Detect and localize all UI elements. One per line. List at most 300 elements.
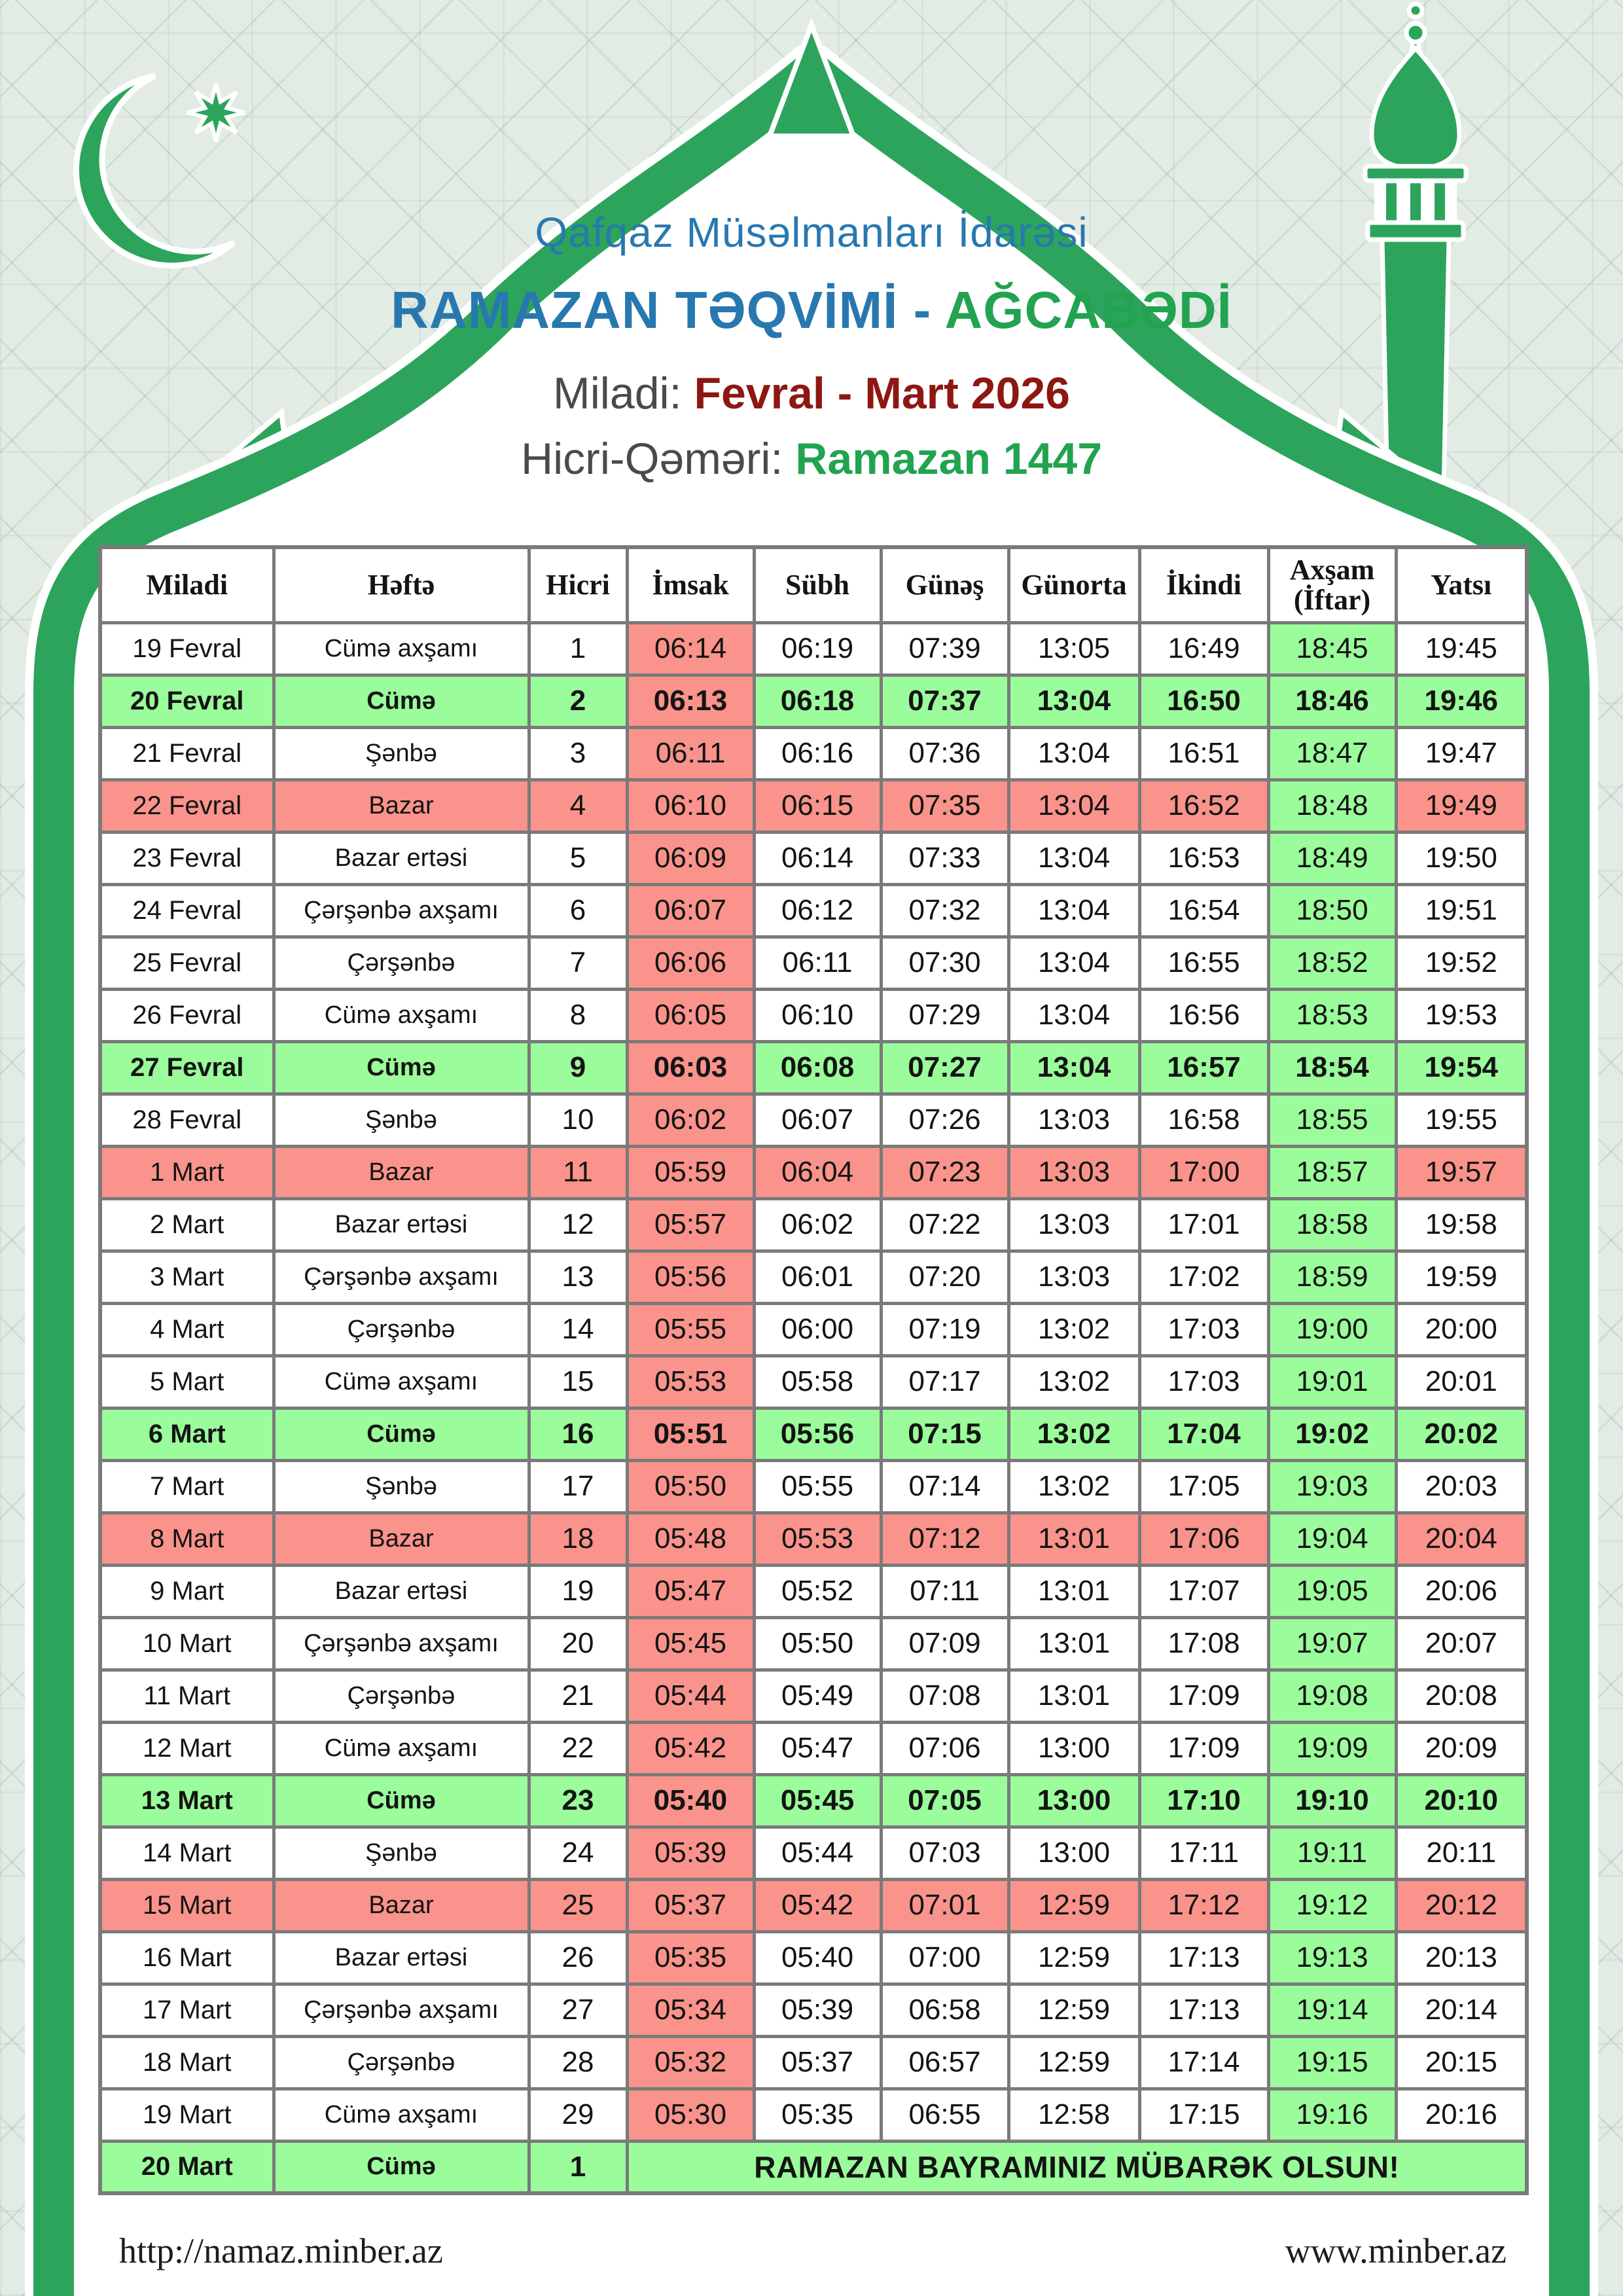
hicri-line [0, 433, 1623, 484]
time-cell: 07:33 [881, 832, 1008, 884]
time-cell: 13:04 [1008, 727, 1139, 780]
date-cell: 22 Fevral [100, 780, 274, 832]
prayer-times-table [98, 545, 1529, 2195]
date-cell: 7 Mart [100, 1460, 274, 1513]
hicri-cell: 4 [529, 780, 627, 832]
day-cell: Bazar ertəsi [274, 1931, 529, 1984]
time-cell: 06:04 [754, 1146, 881, 1198]
date-cell: 15 Mart [100, 1879, 274, 1931]
time-cell: 12:59 [1008, 2036, 1139, 2089]
time-cell: 13:00 [1008, 1722, 1139, 1774]
hicri-cell: 10 [529, 1094, 627, 1146]
time-cell: 16:57 [1139, 1041, 1268, 1094]
day-cell: Cümə axşamı [274, 2089, 529, 2141]
time-cell: 19:46 [1396, 675, 1527, 727]
time-cell: 16:55 [1139, 937, 1268, 989]
day-cell: Cümə [274, 1041, 529, 1094]
time-cell: 05:52 [754, 1565, 881, 1617]
time-cell: 16:52 [1139, 780, 1268, 832]
time-cell: 20:06 [1396, 1565, 1527, 1617]
date-cell: 1 Mart [100, 1146, 274, 1198]
time-cell: 20:01 [1396, 1355, 1527, 1408]
time-cell: 07:11 [881, 1565, 1008, 1617]
time-cell: 07:37 [881, 675, 1008, 727]
time-cell: 05:45 [754, 1774, 881, 1827]
time-cell: 19:53 [1396, 989, 1527, 1041]
time-cell: 06:02 [627, 1094, 754, 1146]
time-cell: 13:00 [1008, 1774, 1139, 1827]
time-cell: 06:07 [627, 884, 754, 937]
time-cell: 05:30 [627, 2089, 754, 2141]
time-cell: 19:03 [1268, 1460, 1396, 1513]
time-cell: 06:06 [627, 937, 754, 989]
date-cell: 20 Fevral [100, 675, 274, 727]
hicri-cell: 24 [529, 1827, 627, 1879]
day-cell: Cümə [274, 675, 529, 727]
hicri-cell: 11 [529, 1146, 627, 1198]
time-cell: 20:15 [1396, 2036, 1527, 2089]
table-row [100, 1303, 1527, 1355]
time-cell: 05:40 [627, 1774, 754, 1827]
time-cell: 07:19 [881, 1303, 1008, 1355]
time-cell: 07:12 [881, 1513, 1008, 1565]
time-cell: 19:52 [1396, 937, 1527, 989]
time-cell: 19:04 [1268, 1513, 1396, 1565]
table-row [100, 1198, 1527, 1251]
time-cell: 06:11 [627, 727, 754, 780]
hicri-cell: 21 [529, 1670, 627, 1722]
time-cell: 19:07 [1268, 1617, 1396, 1670]
time-cell: 18:52 [1268, 937, 1396, 989]
time-cell: 13:02 [1008, 1355, 1139, 1408]
date-cell: 24 Fevral [100, 884, 274, 937]
table-row [100, 1565, 1527, 1617]
date-cell: 12 Mart [100, 1722, 274, 1774]
time-cell: 20:10 [1396, 1774, 1527, 1827]
date-cell: 28 Fevral [100, 1094, 274, 1146]
day-cell: Bazar ertəsi [274, 1565, 529, 1617]
time-cell: 12:59 [1008, 1931, 1139, 1984]
time-cell: 20:00 [1396, 1303, 1527, 1355]
time-cell: 06:08 [754, 1041, 881, 1094]
day-cell: Cümə [274, 1408, 529, 1460]
time-cell: 17:15 [1139, 2089, 1268, 2141]
time-cell: 06:05 [627, 989, 754, 1041]
time-cell: 05:37 [754, 2036, 881, 2089]
miladi-value: Fevral - Mart 2026 [694, 368, 1070, 418]
column-header: Axşam (İftar) [1268, 547, 1396, 622]
time-cell: 07:09 [881, 1617, 1008, 1670]
time-cell: 19:15 [1268, 2036, 1396, 2089]
time-cell: 19:05 [1268, 1565, 1396, 1617]
time-cell: 06:18 [754, 675, 881, 727]
table-row [100, 1827, 1527, 1879]
time-cell: 13:01 [1008, 1617, 1139, 1670]
date-cell: 17 Mart [100, 1984, 274, 2036]
time-cell: 13:04 [1008, 989, 1139, 1041]
time-cell: 17:13 [1139, 1984, 1268, 2036]
time-cell: 19:13 [1268, 1931, 1396, 1984]
time-cell: 06:02 [754, 1198, 881, 1251]
hicri-cell: 16 [529, 1408, 627, 1460]
time-cell: 13:03 [1008, 1146, 1139, 1198]
hicri-cell: 9 [529, 1041, 627, 1094]
time-cell: 07:15 [881, 1408, 1008, 1460]
time-cell: 17:00 [1139, 1146, 1268, 1198]
time-cell: 20:04 [1396, 1513, 1527, 1565]
time-cell: 18:48 [1268, 780, 1396, 832]
time-cell: 07:22 [881, 1198, 1008, 1251]
time-cell: 06:10 [627, 780, 754, 832]
time-cell: 07:30 [881, 937, 1008, 989]
calendar-title-text: RAMAZAN TƏQVİMİ - [391, 281, 945, 339]
table-row [100, 2089, 1527, 2141]
time-cell: 05:47 [754, 1722, 881, 1774]
time-cell: 18:50 [1268, 884, 1396, 937]
time-cell: 13:04 [1008, 832, 1139, 884]
table-row [100, 2036, 1527, 2089]
hicri-cell: 25 [529, 1879, 627, 1931]
time-cell: 05:39 [627, 1827, 754, 1879]
time-cell: 07:35 [881, 780, 1008, 832]
time-cell: 05:35 [754, 2089, 881, 2141]
time-cell: 16:53 [1139, 832, 1268, 884]
time-cell: 05:37 [627, 1879, 754, 1931]
time-cell: 06:14 [754, 832, 881, 884]
calendar-title-city: AĞCABƏDİ [944, 281, 1232, 339]
date-cell: 27 Fevral [100, 1041, 274, 1094]
time-cell: 05:55 [754, 1460, 881, 1513]
time-cell: 06:09 [627, 832, 754, 884]
time-cell: 19:50 [1396, 832, 1527, 884]
time-cell: 13:04 [1008, 780, 1139, 832]
time-cell: 07:27 [881, 1041, 1008, 1094]
hicri-cell: 18 [529, 1513, 627, 1565]
table-row [100, 1513, 1527, 1565]
day-cell: Çərşənbə axşamı [274, 884, 529, 937]
day-cell: Çərşənbə axşamı [274, 1617, 529, 1670]
day-cell: Cümə axşamı [274, 1722, 529, 1774]
time-cell: 19:58 [1396, 1198, 1527, 1251]
hicri-cell: 15 [529, 1355, 627, 1408]
date-cell: 5 Mart [100, 1355, 274, 1408]
time-cell: 13:01 [1008, 1670, 1139, 1722]
table-row [100, 832, 1527, 884]
time-cell: 19:09 [1268, 1722, 1396, 1774]
miladi-line [0, 368, 1623, 419]
time-cell: 17:03 [1139, 1355, 1268, 1408]
time-cell: 07:20 [881, 1251, 1008, 1303]
day-cell: Çərşənbə [274, 1303, 529, 1355]
time-cell: 18:57 [1268, 1146, 1396, 1198]
time-cell: 05:59 [627, 1146, 754, 1198]
time-cell: 17:07 [1139, 1565, 1268, 1617]
column-header: Günorta [1008, 547, 1139, 622]
table-row [100, 675, 1527, 727]
time-cell: 06:58 [881, 1984, 1008, 2036]
time-cell: 05:50 [754, 1617, 881, 1670]
day-cell: Bazar [274, 1146, 529, 1198]
time-cell: 16:49 [1139, 622, 1268, 675]
time-cell: 18:49 [1268, 832, 1396, 884]
time-cell: 05:53 [627, 1355, 754, 1408]
time-cell: 18:59 [1268, 1251, 1396, 1303]
time-cell: 16:56 [1139, 989, 1268, 1041]
hicri-cell: 5 [529, 832, 627, 884]
date-cell: 26 Fevral [100, 989, 274, 1041]
time-cell: 17:05 [1139, 1460, 1268, 1513]
date-cell: 10 Mart [100, 1617, 274, 1670]
day-cell: Cümə [274, 2141, 529, 2193]
time-cell: 20:07 [1396, 1617, 1527, 1670]
hicri-cell: 28 [529, 2036, 627, 2089]
table-row [100, 727, 1527, 780]
table-header-row [100, 547, 1527, 622]
time-cell: 13:02 [1008, 1408, 1139, 1460]
time-cell: 05:55 [627, 1303, 754, 1355]
table-row [100, 622, 1527, 675]
time-cell: 07:14 [881, 1460, 1008, 1513]
footer-left-url: http://namaz.minber.az [119, 2231, 443, 2270]
time-cell: 19:49 [1396, 780, 1527, 832]
time-cell: 19:10 [1268, 1774, 1396, 1827]
date-cell: 2 Mart [100, 1198, 274, 1251]
time-cell: 13:01 [1008, 1513, 1139, 1565]
day-cell: Şənbə [274, 1827, 529, 1879]
time-cell: 07:39 [881, 622, 1008, 675]
column-header: Miladi [100, 547, 274, 622]
column-header: Günəş [881, 547, 1008, 622]
hicri-cell: 27 [529, 1984, 627, 2036]
day-cell: Cümə [274, 1774, 529, 1827]
hicri-value: Ramazan 1447 [795, 434, 1103, 484]
time-cell: 19:14 [1268, 1984, 1396, 2036]
table-row [100, 1774, 1527, 1827]
miladi-label: Miladi: [553, 368, 694, 418]
time-cell: 05:44 [754, 1827, 881, 1879]
time-cell: 13:02 [1008, 1460, 1139, 1513]
time-cell: 18:53 [1268, 989, 1396, 1041]
time-cell: 06:10 [754, 989, 881, 1041]
time-cell: 19:01 [1268, 1355, 1396, 1408]
table-row [100, 1041, 1527, 1094]
time-cell: 05:42 [627, 1722, 754, 1774]
time-cell: 18:54 [1268, 1041, 1396, 1094]
date-cell: 14 Mart [100, 1827, 274, 1879]
hicri-cell: 22 [529, 1722, 627, 1774]
date-cell: 8 Mart [100, 1513, 274, 1565]
time-cell: 13:04 [1008, 1041, 1139, 1094]
time-cell: 05:40 [754, 1931, 881, 1984]
date-cell: 16 Mart [100, 1931, 274, 1984]
time-cell: 06:16 [754, 727, 881, 780]
time-cell: 16:50 [1139, 675, 1268, 727]
time-cell: 13:01 [1008, 1565, 1139, 1617]
hicri-cell: 26 [529, 1931, 627, 1984]
day-cell: Çərşənbə [274, 1670, 529, 1722]
time-cell: 07:36 [881, 727, 1008, 780]
hicri-cell: 19 [529, 1565, 627, 1617]
time-cell: 19:08 [1268, 1670, 1396, 1722]
time-cell: 07:23 [881, 1146, 1008, 1198]
time-cell: 19:55 [1396, 1094, 1527, 1146]
time-cell: 06:13 [627, 675, 754, 727]
time-cell: 13:02 [1008, 1303, 1139, 1355]
time-cell: 13:05 [1008, 622, 1139, 675]
hicri-cell: 23 [529, 1774, 627, 1827]
time-cell: 13:04 [1008, 884, 1139, 937]
time-cell: 18:58 [1268, 1198, 1396, 1251]
time-cell: 13:03 [1008, 1251, 1139, 1303]
date-cell: 19 Fevral [100, 622, 274, 675]
time-cell: 06:14 [627, 622, 754, 675]
hicri-cell: 20 [529, 1617, 627, 1670]
time-cell: 12:58 [1008, 2089, 1139, 2141]
column-header: İmsak [627, 547, 754, 622]
time-cell: 18:47 [1268, 727, 1396, 780]
day-cell: Bazar ertəsi [274, 1198, 529, 1251]
time-cell: 20:08 [1396, 1670, 1527, 1722]
day-cell: Çərşənbə [274, 937, 529, 989]
day-cell: Bazar [274, 780, 529, 832]
date-cell: 23 Fevral [100, 832, 274, 884]
time-cell: 06:11 [754, 937, 881, 989]
table-row [100, 2141, 1527, 2193]
day-cell: Cümə axşamı [274, 989, 529, 1041]
time-cell: 07:03 [881, 1827, 1008, 1879]
time-cell: 20:14 [1396, 1984, 1527, 2036]
hicri-cell: 8 [529, 989, 627, 1041]
time-cell: 20:12 [1396, 1879, 1527, 1931]
hicri-cell: 13 [529, 1251, 627, 1303]
time-cell: 20:16 [1396, 2089, 1527, 2141]
time-cell: 19:12 [1268, 1879, 1396, 1931]
time-cell: 19:57 [1396, 1146, 1527, 1198]
column-header: Həftə [274, 547, 529, 622]
time-cell: 05:42 [754, 1879, 881, 1931]
table-row [100, 937, 1527, 989]
table-row [100, 1931, 1527, 1984]
day-cell: Bazar [274, 1513, 529, 1565]
time-cell: 06:19 [754, 622, 881, 675]
table-row [100, 1094, 1527, 1146]
date-cell: 18 Mart [100, 2036, 274, 2089]
day-cell: Şənbə [274, 1460, 529, 1513]
hicri-cell: 7 [529, 937, 627, 989]
time-cell: 05:57 [627, 1198, 754, 1251]
time-cell: 05:49 [754, 1670, 881, 1722]
message-cell: RAMAZAN BAYRAMINIZ MÜBARƏK OLSUN! [627, 2141, 1527, 2193]
time-cell: 17:10 [1139, 1774, 1268, 1827]
table-row [100, 1355, 1527, 1408]
day-cell: Cümə axşamı [274, 622, 529, 675]
time-cell: 17:08 [1139, 1617, 1268, 1670]
time-cell: 07:01 [881, 1879, 1008, 1931]
day-cell: Cümə axşamı [274, 1355, 529, 1408]
time-cell: 06:15 [754, 780, 881, 832]
time-cell: 05:58 [754, 1355, 881, 1408]
time-cell: 17:09 [1139, 1670, 1268, 1722]
day-cell: Bazar [274, 1879, 529, 1931]
time-cell: 16:58 [1139, 1094, 1268, 1146]
time-cell: 17:02 [1139, 1251, 1268, 1303]
time-cell: 05:53 [754, 1513, 881, 1565]
time-cell: 19:16 [1268, 2089, 1396, 2141]
table-row [100, 989, 1527, 1041]
time-cell: 05:34 [627, 1984, 754, 2036]
time-cell: 06:07 [754, 1094, 881, 1146]
date-cell: 21 Fevral [100, 727, 274, 780]
table-row [100, 1408, 1527, 1460]
table-row [100, 1722, 1527, 1774]
table-row [100, 1251, 1527, 1303]
date-cell: 6 Mart [100, 1408, 274, 1460]
day-cell: Çərşənbə [274, 2036, 529, 2089]
time-cell: 19:51 [1396, 884, 1527, 937]
day-cell: Çərşənbə axşamı [274, 1984, 529, 2036]
time-cell: 19:59 [1396, 1251, 1527, 1303]
time-cell: 07:26 [881, 1094, 1008, 1146]
hicri-cell: 6 [529, 884, 627, 937]
time-cell: 20:09 [1396, 1722, 1527, 1774]
time-cell: 06:01 [754, 1251, 881, 1303]
time-cell: 16:54 [1139, 884, 1268, 937]
time-cell: 19:54 [1396, 1041, 1527, 1094]
time-cell: 05:48 [627, 1513, 754, 1565]
time-cell: 17:13 [1139, 1931, 1268, 1984]
hicri-cell: 2 [529, 675, 627, 727]
time-cell: 18:46 [1268, 675, 1396, 727]
time-cell: 19:45 [1396, 622, 1527, 675]
time-cell: 05:51 [627, 1408, 754, 1460]
footer-right-url: www.minber.az [1285, 2231, 1507, 2270]
time-cell: 06:03 [627, 1041, 754, 1094]
time-cell: 06:55 [881, 2089, 1008, 2141]
time-cell: 06:12 [754, 884, 881, 937]
time-cell: 06:57 [881, 2036, 1008, 2089]
date-cell: 19 Mart [100, 2089, 274, 2141]
date-cell: 25 Fevral [100, 937, 274, 989]
table-row [100, 884, 1527, 937]
time-cell: 07:29 [881, 989, 1008, 1041]
date-cell: 9 Mart [100, 1565, 274, 1617]
time-cell: 17:09 [1139, 1722, 1268, 1774]
hicri-cell: 14 [529, 1303, 627, 1355]
hicri-label: Hicri-Qəməri: [520, 434, 796, 484]
time-cell: 07:00 [881, 1931, 1008, 1984]
organization-title: Qafqaz Müsəlmanları İdarəsi [535, 209, 1088, 256]
time-cell: 06:00 [754, 1303, 881, 1355]
table-row [100, 780, 1527, 832]
table-row [100, 1984, 1527, 2036]
time-cell: 05:50 [627, 1460, 754, 1513]
day-cell: Şənbə [274, 1094, 529, 1146]
time-cell: 17:11 [1139, 1827, 1268, 1879]
time-cell: 07:17 [881, 1355, 1008, 1408]
time-cell: 13:04 [1008, 675, 1139, 727]
time-cell: 13:03 [1008, 1094, 1139, 1146]
time-cell: 05:32 [627, 2036, 754, 2089]
day-cell: Şənbə [274, 727, 529, 780]
date-cell: 11 Mart [100, 1670, 274, 1722]
time-cell: 20:03 [1396, 1460, 1527, 1513]
date-cell: 4 Mart [100, 1303, 274, 1355]
time-cell: 19:47 [1396, 727, 1527, 780]
column-header: İkindi [1139, 547, 1268, 622]
time-cell: 05:56 [627, 1251, 754, 1303]
time-cell: 18:55 [1268, 1094, 1396, 1146]
time-cell: 05:45 [627, 1617, 754, 1670]
